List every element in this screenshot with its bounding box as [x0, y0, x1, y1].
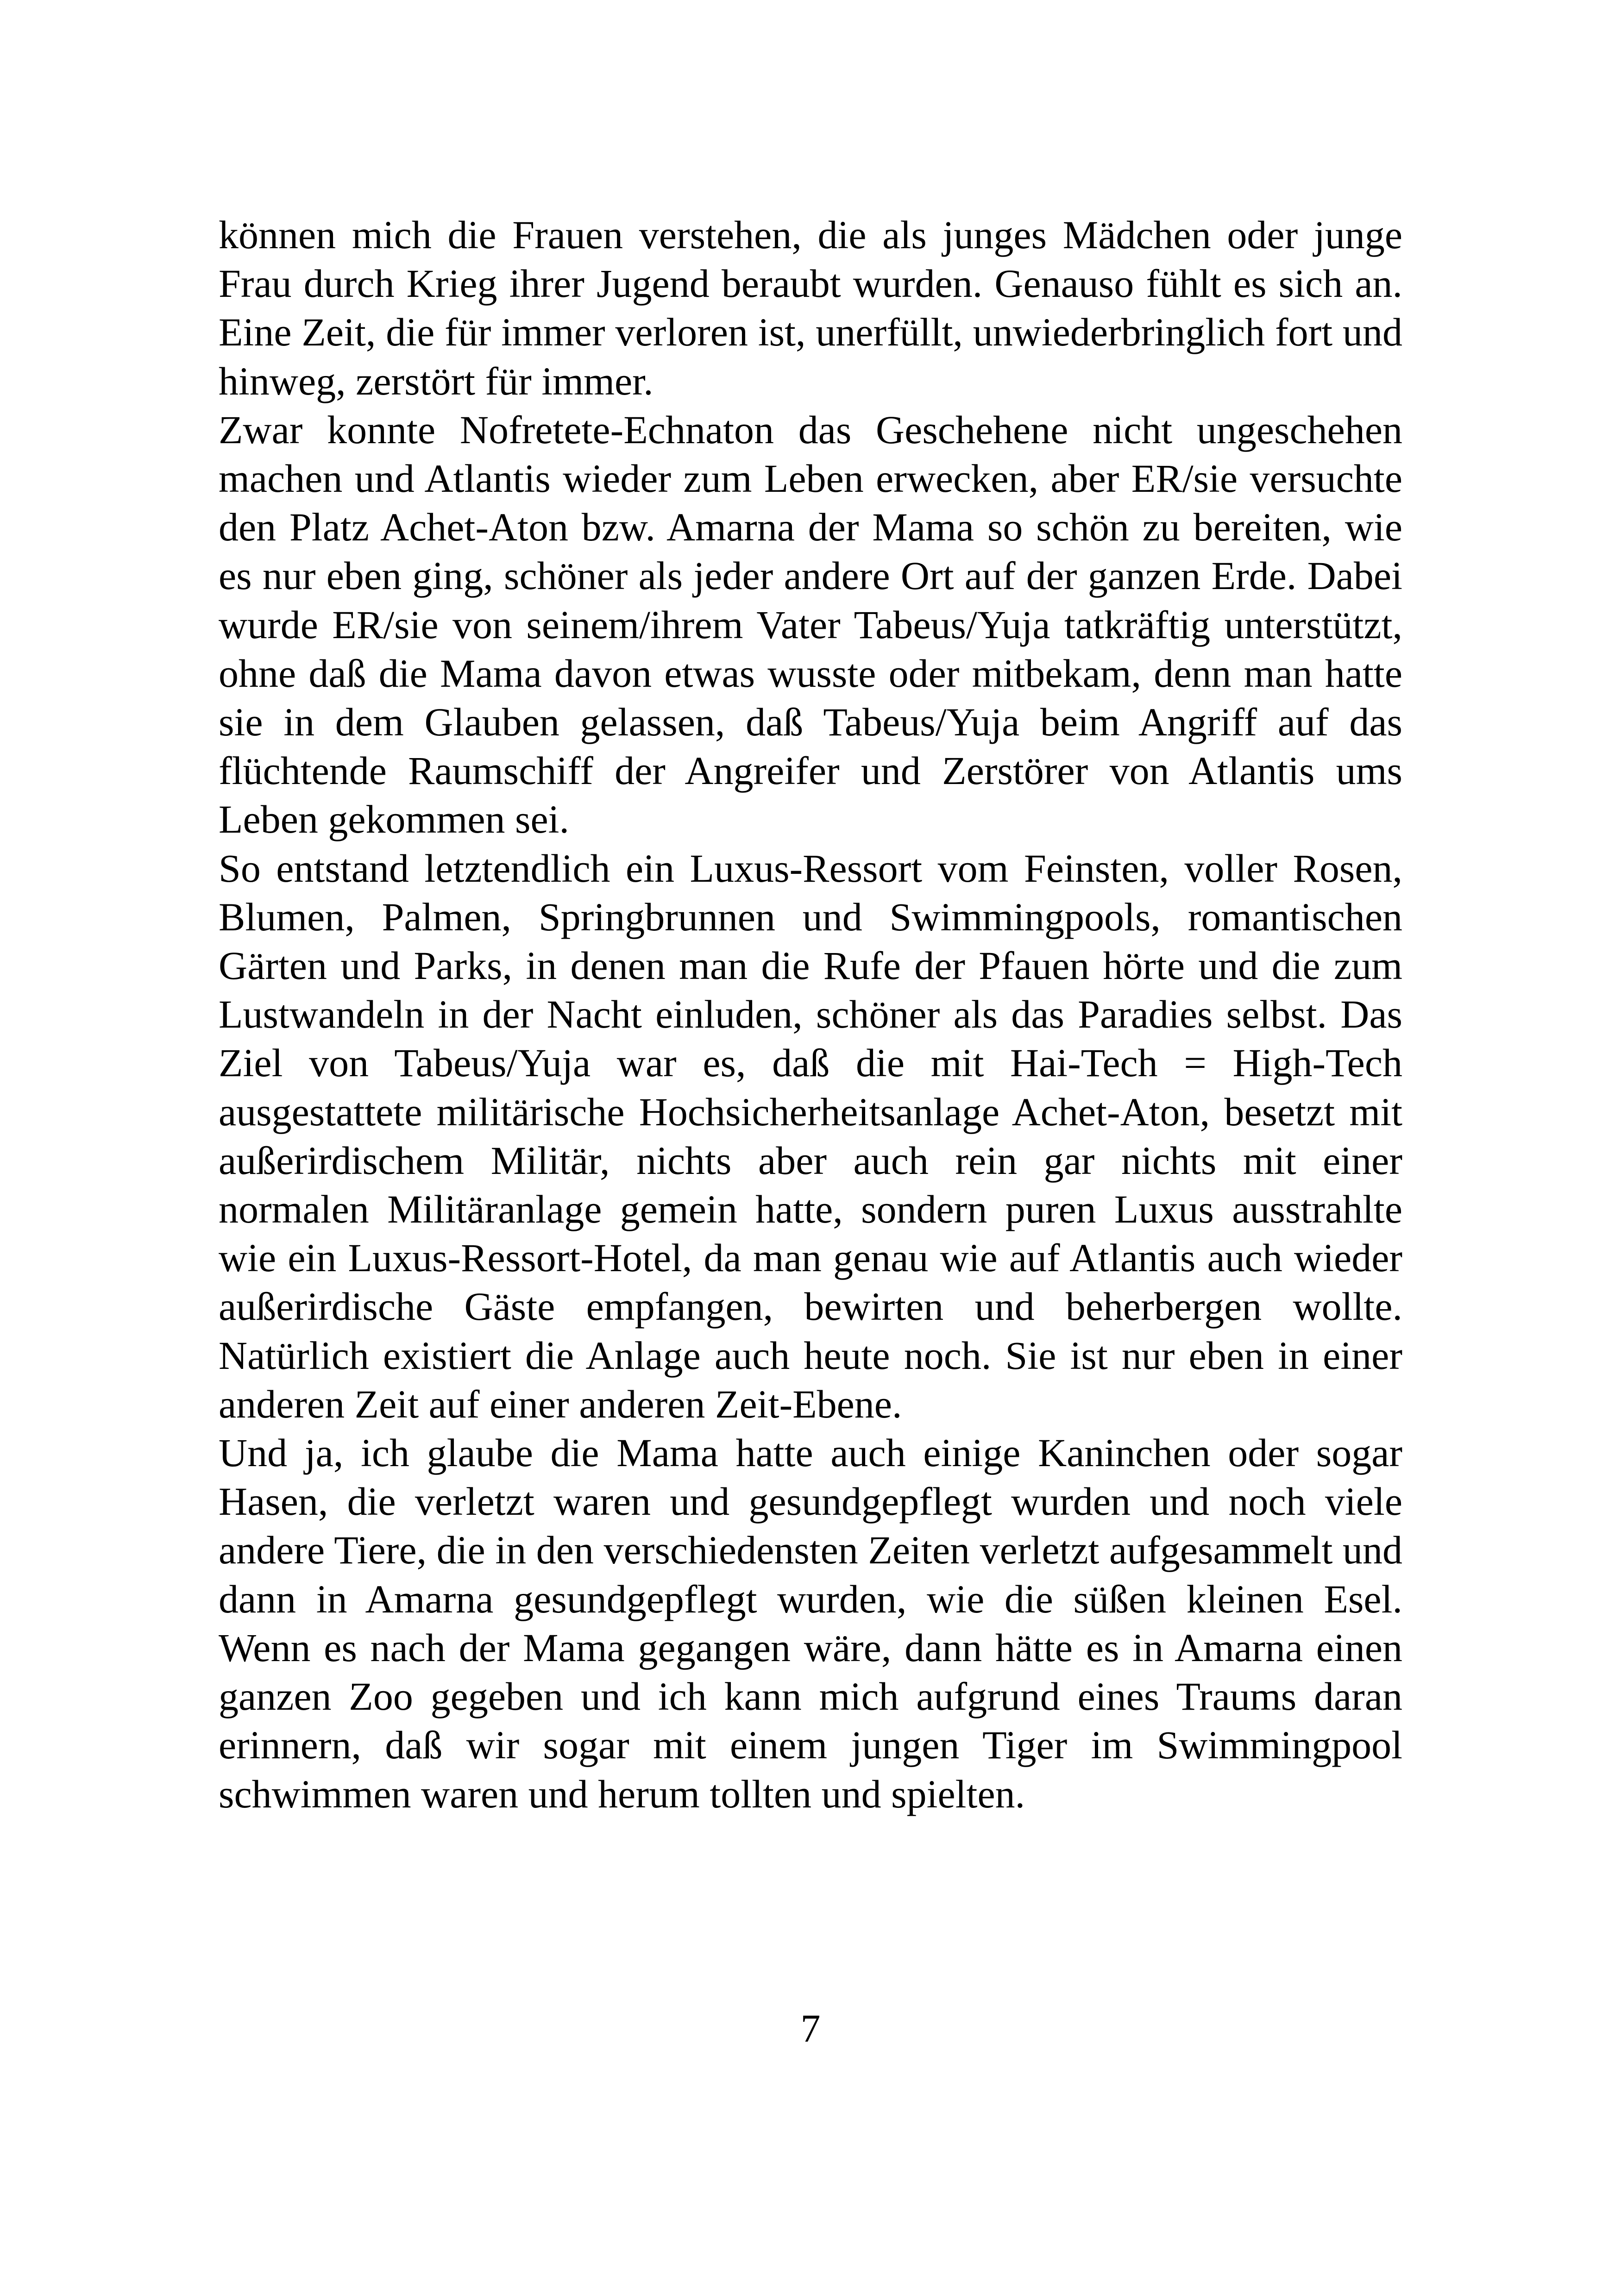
paragraph-3: So entstand letztendlich ein Luxus-Ressort vom Feinsten, voller Rosen, Blumen, Palmen, Springbrunnen und Swimmingpools, romantischen Gärten und Parks, in denen man die Rufe der Pfauen hörte und die zum Lustwandeln in der Nacht einluden, schöner als das Paradies selbst. Das Ziel von Tabeus/Yuja war es, daß die mit Hai-Tech = High-Tech ausgestattete militärische Hochsicherheitsanlage Achet-Aton, besetzt mit außerirdischem Militär, nichts aber auch rein gar nichts mit einer normalen Militäranlage gemein hatte, sondern puren Luxus ausstrahlte wie ein Luxus-Ressort-Hotel, da man genau wie auf Atlantis auch wieder außerirdische Gäste empfangen, bewirten und beherbergen wollte. Natürlich existiert die Anlage auch heute noch. Sie ist nur eben in einer anderen Zeit auf einer anderen Zeit-Ebene. [219, 846, 1402, 1426]
paragraph-2: Zwar konnte Nofretete-Echnaton das Geschehene nicht ungeschehen machen und Atlantis wieder zum Leben erwecken, aber ER/sie versuchte den Platz Achet-Aton bzw. Amarna der Mama so schön zu bereiten, wie es nur eben ging, schöner als jeder andere Ort auf der ganzen Erde. Dabei wurde ER/sie von seinem/ihrem Vater Tabeus/Yuja tatkräftig unterstützt, ohne daß die Mama davon etwas wusste oder mitbekam, denn man hatte sie in dem Glauben gelassen, daß Tabeus/Yuja beim Angriff auf das flüchtende Raumschiff der Angreifer und Zerstörer von Atlantis ums Leben gekommen sei. [219, 407, 1402, 842]
paragraph-1: können mich die Frauen verstehen, die als junges Mädchen oder junge Frau durch Krieg ihrer Jugend beraubt wurden. Genauso fühlt es sich an. Eine Zeit, die für immer verloren ist, unerfüllt, unwiederbringlich fort und hinweg, zerstört für immer. [219, 213, 1402, 403]
paragraph-4: Und ja, ich glaube die Mama hatte auch einige Kaninchen oder sogar Hasen, die verletzt waren und gesundgepflegt wurden und noch viele andere Tiere, die in den verschiedensten Zeiten verletzt aufgesammelt und dann in Amarna gesundgepflegt wurden, wie die süßen kleinen Esel. Wenn es nach der Mama gegangen wäre, dann hätte es in Amarna einen ganzen Zoo gegeben und ich kann mich aufgrund eines Traums daran erinnern, daß wir sogar mit einem jungen Tiger im Swimmingpool schwimmen waren und herum tollten und spielten. [219, 1430, 1402, 1816]
body-text [219, 211, 1402, 1819]
page-number: 7 [800, 2006, 821, 2051]
